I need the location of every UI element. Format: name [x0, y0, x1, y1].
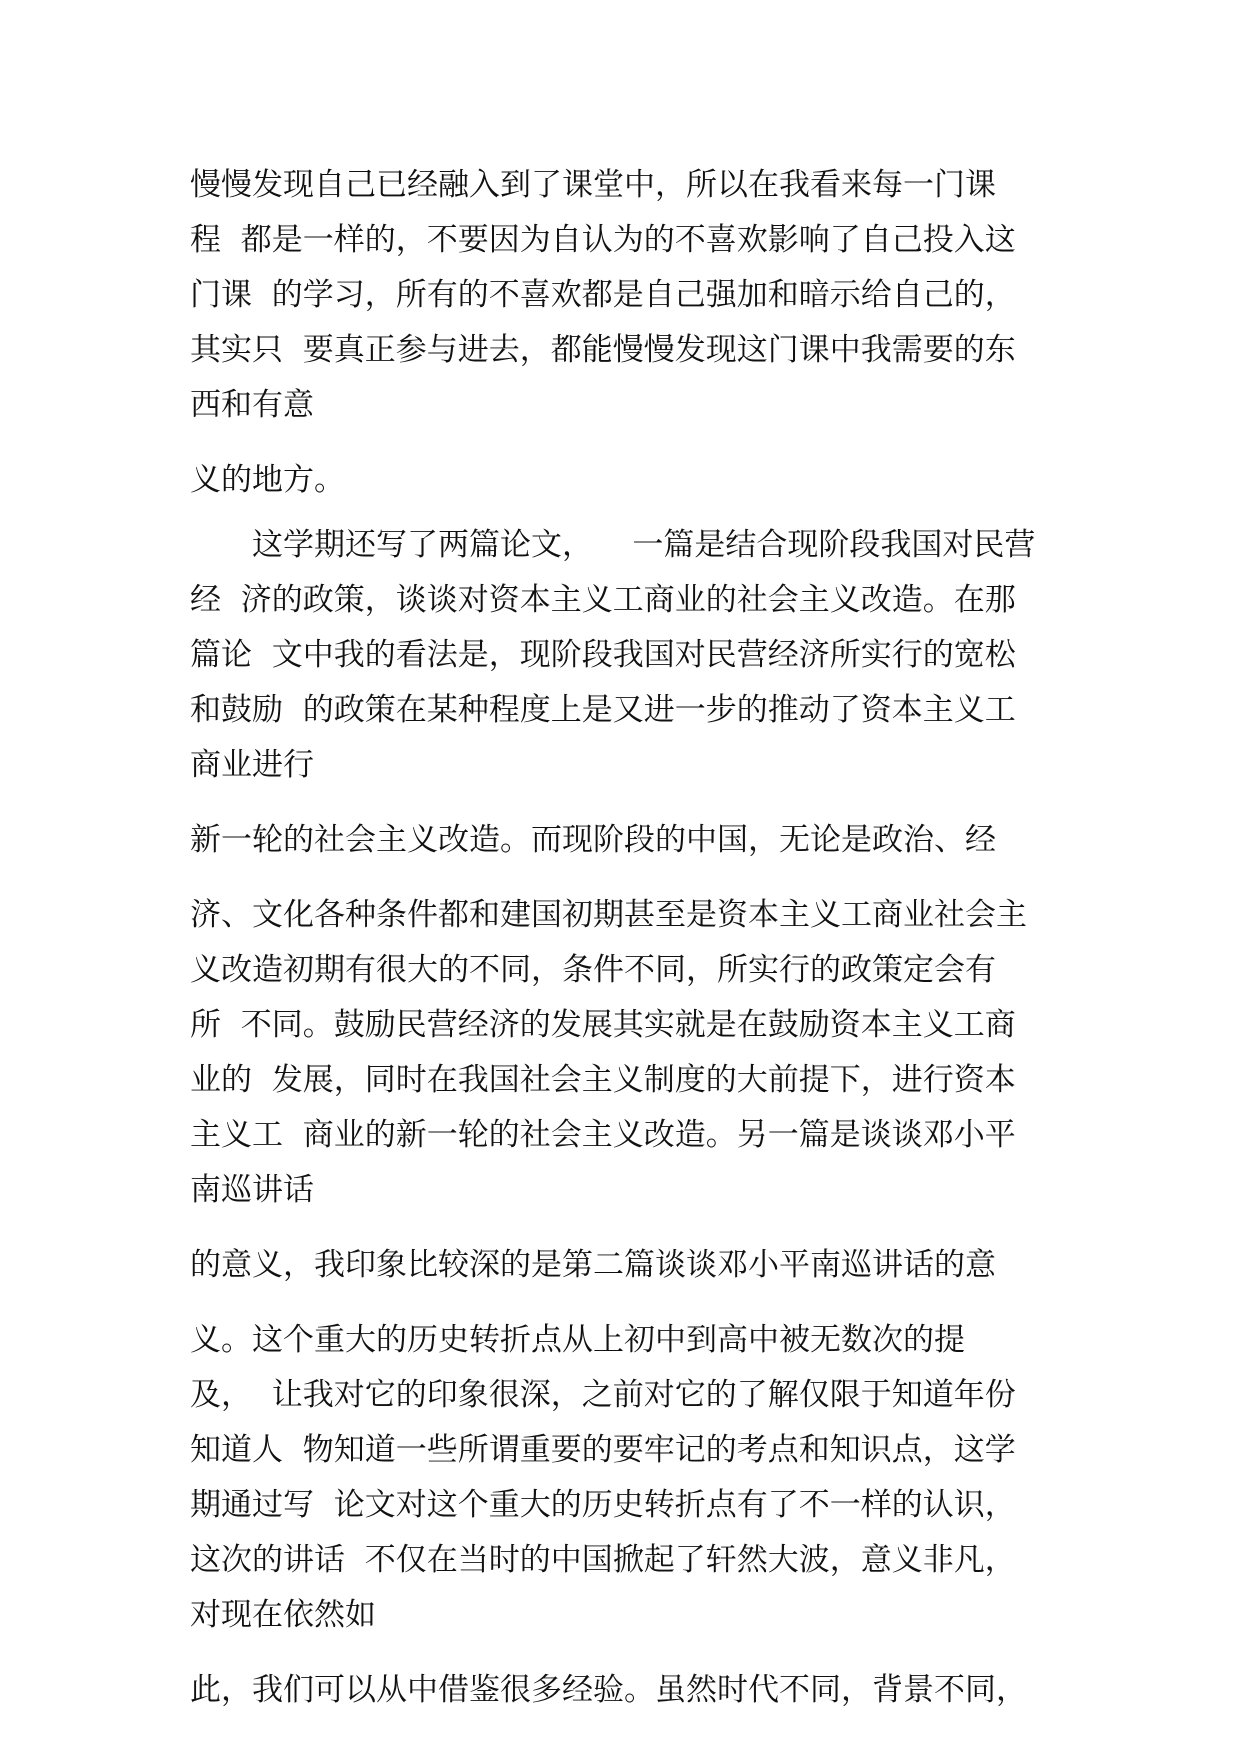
text-line: 其实只 要真正参与进去，都能慢慢发现这门课中我需要的东: [190, 332, 1016, 368]
text-line: 期通过写 论文对这个重大的历史转折点有了不一样的认识，: [190, 1487, 1016, 1523]
text-line: 主义工 商业的新一轮的社会主义改造。另一篇是谈谈邓小平: [190, 1117, 1016, 1153]
text-line: 程 都是一样的，不要因为自认为的不喜欢影响了自己投入这: [190, 222, 1016, 258]
text-line: 这学期还写了两篇论文， 一篇是结合现阶段我国对民营: [252, 527, 1036, 563]
text-line: 济、文化各种条件都和建国初期甚至是资本主义工商业社会主: [190, 897, 1027, 933]
text-line: 此，我们可以从中借鉴很多经验。虽然时代不同，背景不同，: [190, 1672, 1027, 1708]
text-line: 知道人 物知道一些所谓重要的要牢记的考点和知识点，这学: [190, 1432, 1016, 1468]
text-line: 门课 的学习，所有的不喜欢都是自己强加和暗示给自己的，: [190, 277, 1016, 313]
text-line: 所 不同。鼓励民营经济的发展其实就是在鼓励资本主义工商: [190, 1007, 1016, 1043]
text-line: 慢慢发现自己已经融入到了课堂中，所以在我看来每一门课: [190, 167, 996, 203]
text-line: 义的地方。: [190, 462, 345, 498]
text-line: 的意义，我印象比较深的是第二篇谈谈邓小平南巡讲话的意: [190, 1247, 996, 1283]
text-line: 经 济的政策，谈谈对资本主义工商业的社会主义改造。在那: [190, 582, 1016, 618]
text-line: 义改造初期有很大的不同，条件不同，所实行的政策定会有: [190, 952, 996, 988]
text-line: 业的 发展，同时在我国社会主义制度的大前提下，进行资本: [190, 1062, 1016, 1098]
text-line: 这次的讲话 不仅在当时的中国掀起了轩然大波，意义非凡，: [190, 1542, 1016, 1578]
text-line: 南巡讲话: [190, 1172, 314, 1208]
text-line: 商业进行: [190, 747, 314, 783]
text-line: 及， 让我对它的印象很深，之前对它的了解仅限于知道年份: [190, 1377, 1016, 1413]
text-line: 和鼓励 的政策在某种程度上是又进一步的推动了资本主义工: [190, 692, 1016, 728]
text-line: 篇论 文中我的看法是，现阶段我国对民营经济所实行的宽松: [190, 637, 1016, 673]
text-line: 义。这个重大的历史转折点从上初中到高中被无数次的提: [190, 1322, 965, 1358]
text-line: 西和有意: [190, 387, 314, 423]
text-line: 对现在依然如: [190, 1597, 376, 1633]
text-line: 新一轮的社会主义改造。而现阶段的中国，无论是政治、经: [190, 822, 996, 858]
